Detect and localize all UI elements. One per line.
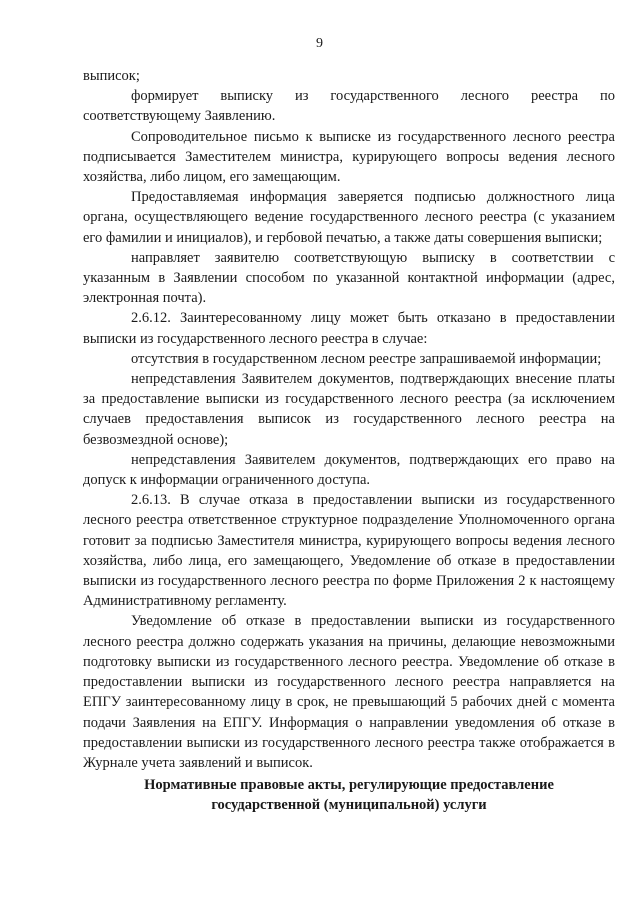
- page-number: 9: [316, 36, 323, 51]
- paragraph: Сопроводительное письмо к выписке из государственного лесного реестра подписывается Заместителем министра, курирующего вопросы ведения лесного хозяйства, либо лицом, его замещающим.: [83, 128, 615, 186]
- paragraph: Уведомление об отказе в предоставлении выписки из государственного лесного реестра должно содержать указания на причины, делающие невозможными подготовку выписки из государственного лесного реестра. Уведомление об отказе в предоставлении выписки из государственного лесного реестра направляется на ЕПГУ заинтересованному лицу в срок, не превышающий 5 рабочих дней с момента подачи Заявления на ЕПГУ. Информация о направлении уведомления об отказе в предоставлении выписки из государственного лесного реестра также отображается в Журнале учета заявлений и выписок.: [83, 613, 615, 771]
- paragraph: непредставления Заявителем документов, подтверждающих его право на допуск к информации ограниченного доступа.: [83, 451, 615, 489]
- paragraph: Предоставляемая информация заверяется подписью должностного лица органа, осуществляющего ведение государственного лесного реестра (с указанием его фамилии и инициалов), и гербовой печатью, а также даты совершения выписки;: [83, 189, 615, 246]
- paragraph: непредставления Заявителем документов, подтверждающих внесение платы за предоставление выписки из государственного лесного реестра (за исключением случаев предоставления выписок из государственного лесного реестра на безвозмездной основе);: [83, 371, 615, 448]
- section-heading-line: Нормативные правовые акты, регулирующие предоставление: [144, 777, 554, 793]
- body-text: [83, 66, 615, 773]
- paragraph: 2.6.13. В случае отказа в предоставлении выписки из государственного лесного реестра ответственное структурное подразделение Уполномоченного органа готовит за подписью Заместителя министра, курирующего вопросы ведения лесного хозяйства, либо лица, его замещающего, Уведомление об отказе в предоставлении выписки из государственного лесного реестра по форме Приложения 2 к настоящему Административному регламенту.: [83, 492, 615, 610]
- paragraph: отсутствия в государственном лесном реестре запрашиваемой информации;: [131, 350, 602, 367]
- paragraph: направляет заявителю соответствующую выписку в соответствии с указанным в Заявлении способом по указанной контактной информации (адрес, электронная почта).: [83, 249, 615, 307]
- paragraph: 2.6.12. Заинтересованному лицу может быть отказано в предоставлении выписки из государственного лесного реестра в случае:: [83, 310, 615, 347]
- section-heading: [83, 775, 615, 815]
- section-heading-line: государственной (муниципальной) услуги: [211, 797, 487, 813]
- paragraph: выписок;: [83, 68, 140, 84]
- paragraph: формирует выписку из государственного лесного реестра по соответствующему Заявлению.: [83, 88, 615, 125]
